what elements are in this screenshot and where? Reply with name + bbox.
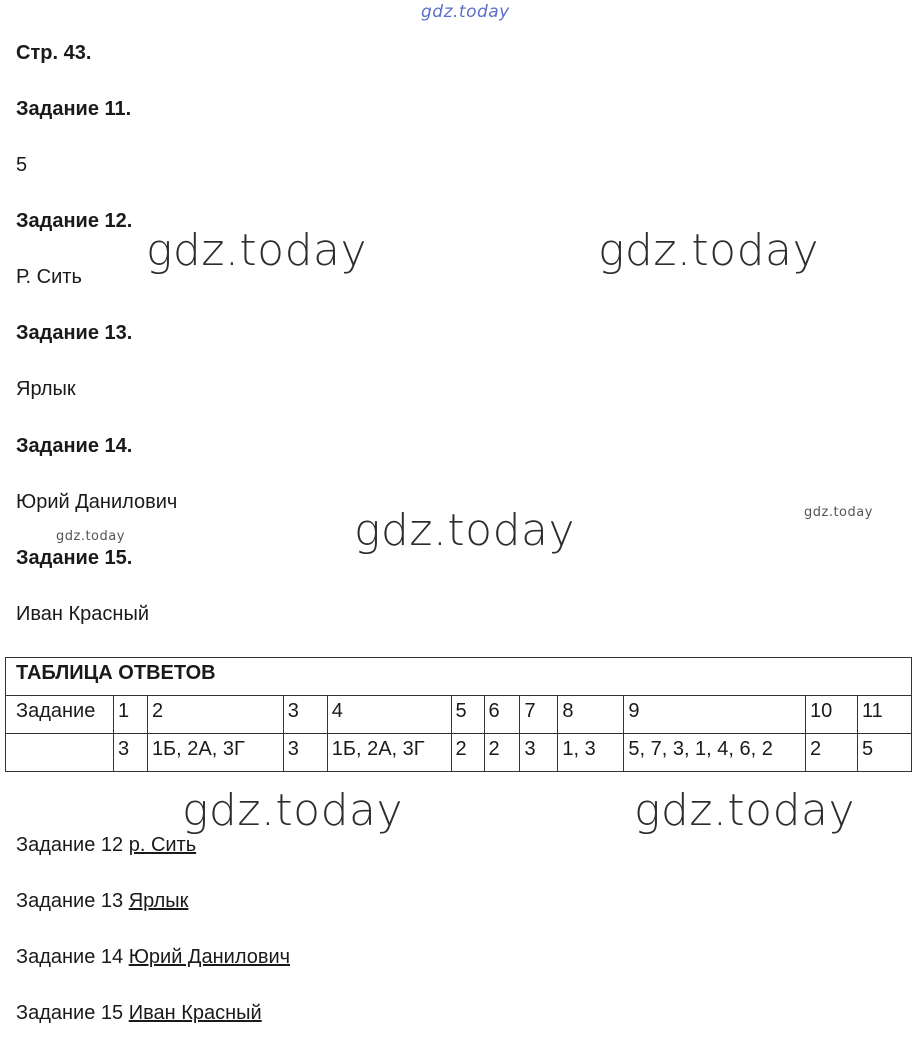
answer-line-value: Юрий Данилович — [128, 946, 291, 968]
table-title-row — [6, 658, 912, 696]
table-cell: 1, 3 — [558, 734, 624, 772]
answer-line-14 — [16, 945, 290, 969]
table-cell: 3 — [283, 734, 327, 772]
table-cell: 1Б, 2А, 3Г — [327, 734, 451, 772]
answers-table — [5, 657, 912, 772]
answer-line-15 — [16, 1001, 262, 1025]
table-cell: 2 — [484, 734, 520, 772]
watermark-big-4: gdz.today — [182, 785, 404, 836]
page-label: Стр. 43. — [16, 42, 92, 64]
table-cell: 3 — [113, 734, 147, 772]
task-12-answer: Р. Сить — [16, 266, 82, 288]
table-cell: 10 — [806, 696, 858, 734]
table-cell: 2 — [147, 696, 283, 734]
task-15-title: Задание 15. — [16, 547, 133, 569]
answer-line-12 — [16, 833, 196, 857]
watermark-small-2: gdz.today — [56, 529, 125, 544]
table-cell: 9 — [624, 696, 806, 734]
watermark-big-2: gdz.today — [598, 225, 820, 276]
task-15-answer: Иван Красный — [16, 603, 149, 625]
table-row-answers — [6, 734, 912, 772]
answer-line-prefix: Задание 15 — [16, 1002, 124, 1024]
table-cell: 5 — [857, 734, 911, 772]
watermark-big-3: gdz.today — [354, 505, 576, 556]
table-cell: 2 — [451, 734, 484, 772]
answer-line-prefix: Задание 12 — [16, 834, 124, 856]
watermark-big-5: gdz.today — [634, 785, 856, 836]
table-cell: 5, 7, 3, 1, 4, 6, 2 — [624, 734, 806, 772]
table-cell: 4 — [327, 696, 451, 734]
table-cell: 8 — [558, 696, 624, 734]
table-title: ТАБЛИЦА ОТВЕТОВ — [6, 658, 912, 696]
watermark-big-1: gdz.today — [146, 225, 368, 276]
task-14-answer: Юрий Данилович — [16, 491, 178, 513]
table-cell-empty — [6, 734, 114, 772]
table-cell: 3 — [283, 696, 327, 734]
table-cell: 2 — [806, 734, 858, 772]
table-cell: 6 — [484, 696, 520, 734]
table-row-numbers — [6, 696, 912, 734]
table-cell: 1 — [113, 696, 147, 734]
table-cell: 1Б, 2А, 3Г — [147, 734, 283, 772]
answer-line-value: Ярлык — [128, 890, 189, 912]
watermark-top: gdz.today — [421, 2, 510, 22]
table-cell: 7 — [520, 696, 558, 734]
task-11-title: Задание 11. — [16, 98, 132, 120]
task-12-title: Задание 12. — [16, 210, 133, 232]
table-cell: 5 — [451, 696, 484, 734]
answer-line-13 — [16, 889, 188, 913]
table-cell: 11 — [857, 696, 911, 734]
answer-line-prefix: Задание 14 — [16, 946, 124, 968]
task-13-title: Задание 13. — [16, 322, 133, 344]
task-14-title: Задание 14. — [16, 435, 133, 457]
answer-line-value: р. Сить — [128, 834, 197, 856]
watermark-small-1: gdz.today — [804, 505, 873, 520]
task-11-answer: 5 — [16, 154, 28, 176]
table-row-header: Задание — [6, 696, 114, 734]
answer-line-prefix: Задание 13 — [16, 890, 124, 912]
table-cell: 3 — [520, 734, 558, 772]
task-13-answer: Ярлык — [16, 378, 76, 400]
answer-line-value: Иван Красный — [128, 1002, 262, 1024]
